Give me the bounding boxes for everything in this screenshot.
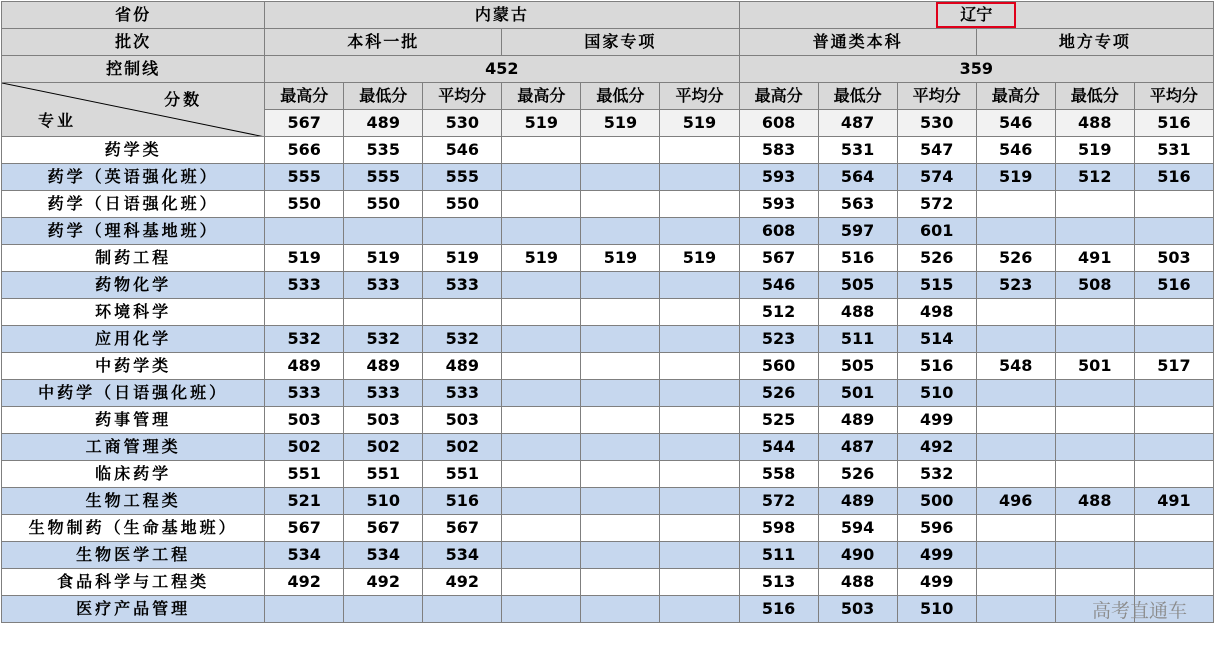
score-cell: 489 <box>265 353 344 380</box>
score-cell: 511 <box>818 326 897 353</box>
score-cell <box>581 407 660 434</box>
score-cell <box>502 434 581 461</box>
table-row <box>2 218 1214 245</box>
score-cell <box>1055 380 1134 407</box>
score-cell: 492 <box>897 434 976 461</box>
score-cell: 551 <box>265 461 344 488</box>
score-cell: 532 <box>897 461 976 488</box>
score-cell <box>1134 434 1213 461</box>
score-cell: 534 <box>265 542 344 569</box>
score-cell: 492 <box>423 569 502 596</box>
score-cell <box>1055 218 1134 245</box>
score-cell <box>423 299 502 326</box>
summary-value-cell: 530 <box>897 110 976 137</box>
major-name-cell: 药事管理 <box>2 407 265 434</box>
major-name-cell: 药物化学 <box>2 272 265 299</box>
score-cell: 572 <box>897 191 976 218</box>
score-cell: 516 <box>739 596 818 623</box>
table-row <box>2 245 1214 272</box>
score-cell: 519 <box>660 245 739 272</box>
score-cell: 510 <box>897 380 976 407</box>
score-cell <box>581 488 660 515</box>
score-cell <box>660 596 739 623</box>
score-cell: 546 <box>976 137 1055 164</box>
score-cell <box>976 218 1055 245</box>
score-cell: 533 <box>423 272 502 299</box>
score-cell: 558 <box>739 461 818 488</box>
score-cell: 515 <box>897 272 976 299</box>
score-cell: 489 <box>344 353 423 380</box>
score-cell <box>1134 542 1213 569</box>
score-cell <box>976 326 1055 353</box>
score-cell: 555 <box>423 164 502 191</box>
score-cell: 488 <box>818 569 897 596</box>
major-name-cell: 生物医学工程 <box>2 542 265 569</box>
score-cell: 532 <box>344 326 423 353</box>
major-name-cell: 中药学类 <box>2 353 265 380</box>
score-cell: 608 <box>739 218 818 245</box>
score-cell: 501 <box>1055 353 1134 380</box>
major-name-cell: 临床药学 <box>2 461 265 488</box>
table-row <box>2 461 1214 488</box>
score-cell: 525 <box>739 407 818 434</box>
score-cell: 534 <box>344 542 423 569</box>
score-cell: 499 <box>897 542 976 569</box>
summary-value-cell: 487 <box>818 110 897 137</box>
score-cell: 487 <box>818 434 897 461</box>
score-cell <box>1134 380 1213 407</box>
score-cell <box>1134 407 1213 434</box>
score-cell: 583 <box>739 137 818 164</box>
score-cell: 526 <box>739 380 818 407</box>
score-cell: 511 <box>739 542 818 569</box>
diagonal-header-cell <box>2 83 265 137</box>
score-cell <box>502 218 581 245</box>
score-cell: 526 <box>818 461 897 488</box>
score-cell: 516 <box>1134 164 1213 191</box>
table-row <box>2 515 1214 542</box>
score-cell <box>344 596 423 623</box>
score-cell <box>1134 515 1213 542</box>
column-name-cell: 最高分 <box>502 83 581 110</box>
score-cell <box>976 299 1055 326</box>
score-cell: 516 <box>897 353 976 380</box>
score-cell: 516 <box>818 245 897 272</box>
score-cell <box>660 488 739 515</box>
score-cell: 501 <box>818 380 897 407</box>
score-cell: 513 <box>739 569 818 596</box>
score-cell <box>976 434 1055 461</box>
score-cell: 567 <box>265 515 344 542</box>
column-name-cell: 最高分 <box>976 83 1055 110</box>
score-cell: 492 <box>265 569 344 596</box>
score-cell: 519 <box>265 245 344 272</box>
column-name-cell: 平均分 <box>1134 83 1213 110</box>
table-row <box>2 299 1214 326</box>
batch-putong-benke: 普通类本科 <box>739 29 976 56</box>
score-cell <box>502 407 581 434</box>
score-cell: 550 <box>265 191 344 218</box>
score-cell: 516 <box>1134 272 1213 299</box>
score-cell <box>581 164 660 191</box>
score-cell: 505 <box>818 272 897 299</box>
score-cell <box>660 272 739 299</box>
score-cell: 597 <box>818 218 897 245</box>
table-row <box>2 191 1214 218</box>
major-name-cell: 生物工程类 <box>2 488 265 515</box>
score-cell <box>502 596 581 623</box>
score-cell: 555 <box>265 164 344 191</box>
summary-value-cell: 567 <box>265 110 344 137</box>
score-cell <box>581 353 660 380</box>
table-row <box>2 137 1214 164</box>
score-cell <box>1055 191 1134 218</box>
score-cell <box>265 218 344 245</box>
column-name-cell: 最高分 <box>265 83 344 110</box>
score-cell <box>660 164 739 191</box>
score-cell <box>976 542 1055 569</box>
score-cell: 491 <box>1134 488 1213 515</box>
score-cell <box>1134 326 1213 353</box>
score-cell: 547 <box>897 137 976 164</box>
major-name-cell: 应用化学 <box>2 326 265 353</box>
score-cell: 546 <box>739 272 818 299</box>
score-cell <box>502 542 581 569</box>
control-line-row <box>2 56 1214 83</box>
score-cell <box>660 515 739 542</box>
score-cell <box>581 326 660 353</box>
province-liaoning-highlight: 辽宁 <box>936 2 1016 28</box>
score-cell <box>502 488 581 515</box>
score-cell: 510 <box>344 488 423 515</box>
table-row <box>2 353 1214 380</box>
score-cell <box>581 542 660 569</box>
score-cell <box>976 461 1055 488</box>
summary-value-cell: 489 <box>344 110 423 137</box>
score-cell: 534 <box>423 542 502 569</box>
score-cell: 531 <box>1134 137 1213 164</box>
score-cell <box>581 191 660 218</box>
score-cell <box>581 272 660 299</box>
score-cell: 502 <box>265 434 344 461</box>
score-cell: 593 <box>739 164 818 191</box>
batch-label: 批次 <box>2 29 265 56</box>
score-cell: 551 <box>423 461 502 488</box>
score-cell <box>1055 542 1134 569</box>
score-cell: 489 <box>818 488 897 515</box>
score-cell <box>660 299 739 326</box>
score-cell <box>423 596 502 623</box>
score-cell: 488 <box>1055 488 1134 515</box>
score-cell <box>344 299 423 326</box>
score-cell: 548 <box>976 353 1055 380</box>
score-cell: 505 <box>818 353 897 380</box>
score-cell: 519 <box>581 245 660 272</box>
major-axis-label: 专业 <box>38 111 77 130</box>
score-cell: 533 <box>265 380 344 407</box>
score-table <box>1 1 1214 623</box>
score-cell <box>502 380 581 407</box>
column-name-cell: 最低分 <box>581 83 660 110</box>
summary-value-cell: 530 <box>423 110 502 137</box>
table-row <box>2 569 1214 596</box>
batch-difang-zhuanxiang: 地方专项 <box>976 29 1213 56</box>
table-row <box>2 407 1214 434</box>
score-cell <box>660 326 739 353</box>
score-cell <box>581 218 660 245</box>
score-cell: 601 <box>897 218 976 245</box>
major-name-cell: 生物制药（生命基地班） <box>2 515 265 542</box>
score-cell <box>660 434 739 461</box>
score-cell: 516 <box>423 488 502 515</box>
table-row <box>2 596 1214 623</box>
score-cell <box>660 542 739 569</box>
score-cell <box>502 353 581 380</box>
score-cell <box>1055 515 1134 542</box>
score-cell: 490 <box>818 542 897 569</box>
table-row <box>2 164 1214 191</box>
score-cell: 566 <box>265 137 344 164</box>
column-name-cell: 最低分 <box>1055 83 1134 110</box>
score-cell <box>660 137 739 164</box>
province-row <box>2 2 1214 29</box>
score-cell: 533 <box>344 380 423 407</box>
score-cell <box>660 461 739 488</box>
score-cell: 502 <box>344 434 423 461</box>
score-cell <box>1134 191 1213 218</box>
table-row <box>2 380 1214 407</box>
major-name-cell: 中药学（日语强化班） <box>2 380 265 407</box>
score-cell <box>976 515 1055 542</box>
score-cell <box>581 299 660 326</box>
score-cell: 503 <box>818 596 897 623</box>
score-cell <box>660 218 739 245</box>
score-cell: 496 <box>976 488 1055 515</box>
score-cell <box>660 380 739 407</box>
score-cell: 517 <box>1134 353 1213 380</box>
summary-value-cell: 519 <box>581 110 660 137</box>
score-cell <box>976 596 1055 623</box>
column-name-cell: 最低分 <box>344 83 423 110</box>
score-cell <box>344 218 423 245</box>
score-cell <box>976 191 1055 218</box>
score-cell: 567 <box>739 245 818 272</box>
major-name-cell: 药学（英语强化班） <box>2 164 265 191</box>
score-cell <box>265 596 344 623</box>
major-name-cell: 药学（日语强化班） <box>2 191 265 218</box>
control-line-label: 控制线 <box>2 56 265 83</box>
watermark-text: 高考直通车 <box>1091 600 1187 622</box>
province-inner-mongolia: 内蒙古 <box>265 2 739 29</box>
score-cell <box>502 461 581 488</box>
summary-value-cell: 546 <box>976 110 1055 137</box>
score-cell <box>423 218 502 245</box>
score-cell <box>1055 569 1134 596</box>
score-cell <box>1055 434 1134 461</box>
score-cell <box>1134 569 1213 596</box>
score-cell: 503 <box>423 407 502 434</box>
score-cell: 546 <box>423 137 502 164</box>
score-cell: 531 <box>818 137 897 164</box>
column-names-row <box>2 83 1214 110</box>
score-cell: 593 <box>739 191 818 218</box>
major-name-cell: 药学（理科基地班） <box>2 218 265 245</box>
score-cell <box>581 569 660 596</box>
major-name-cell: 环境科学 <box>2 299 265 326</box>
score-cell: 492 <box>344 569 423 596</box>
score-cell <box>502 569 581 596</box>
major-name-cell: 医疗产品管理 <box>2 596 265 623</box>
score-cell <box>976 380 1055 407</box>
score-cell: 598 <box>739 515 818 542</box>
batch-benke-yipi: 本科一批 <box>265 29 502 56</box>
score-cell <box>660 191 739 218</box>
score-cell: 500 <box>897 488 976 515</box>
score-cell: 523 <box>976 272 1055 299</box>
score-cell: 488 <box>818 299 897 326</box>
column-name-cell: 最高分 <box>739 83 818 110</box>
score-cell: 594 <box>818 515 897 542</box>
summary-value-cell: 608 <box>739 110 818 137</box>
score-cell: 596 <box>897 515 976 542</box>
score-cell: 521 <box>265 488 344 515</box>
score-cell <box>581 380 660 407</box>
column-name-cell: 平均分 <box>897 83 976 110</box>
score-cell: 526 <box>976 245 1055 272</box>
table-row <box>2 272 1214 299</box>
score-cell <box>1055 461 1134 488</box>
major-name-cell: 食品科学与工程类 <box>2 569 265 596</box>
column-name-cell: 最低分 <box>818 83 897 110</box>
score-cell: 574 <box>897 164 976 191</box>
score-cell: 526 <box>897 245 976 272</box>
score-cell: 564 <box>818 164 897 191</box>
summary-value-cell: 516 <box>1134 110 1213 137</box>
score-cell <box>581 515 660 542</box>
score-cell <box>581 434 660 461</box>
score-cell <box>581 596 660 623</box>
table-row <box>2 542 1214 569</box>
score-cell: 533 <box>265 272 344 299</box>
score-axis-label: 分数 <box>164 90 203 109</box>
batch-row <box>2 29 1214 56</box>
table-row <box>2 434 1214 461</box>
column-name-cell: 平均分 <box>423 83 502 110</box>
score-cell: 550 <box>344 191 423 218</box>
score-cell: 567 <box>423 515 502 542</box>
column-name-cell: 平均分 <box>660 83 739 110</box>
score-cell: 555 <box>344 164 423 191</box>
table-row <box>2 326 1214 353</box>
score-cell: 551 <box>344 461 423 488</box>
score-cell <box>502 299 581 326</box>
score-cell: 503 <box>1134 245 1213 272</box>
score-cell <box>976 569 1055 596</box>
score-cell: 489 <box>423 353 502 380</box>
score-cell <box>502 164 581 191</box>
score-cell: 523 <box>739 326 818 353</box>
score-cell: 519 <box>344 245 423 272</box>
major-name-cell: 药学类 <box>2 137 265 164</box>
score-cell: 510 <box>897 596 976 623</box>
score-cell <box>502 272 581 299</box>
score-cell: 535 <box>344 137 423 164</box>
score-cell <box>581 137 660 164</box>
score-cell <box>502 137 581 164</box>
batch-guojia-zhuanxiang: 国家专项 <box>502 29 739 56</box>
score-cell: 503 <box>344 407 423 434</box>
score-cell: 533 <box>344 272 423 299</box>
score-cell <box>581 461 660 488</box>
province-liaoning-cell <box>739 2 1213 29</box>
province-label: 省份 <box>2 2 265 29</box>
score-cell <box>660 353 739 380</box>
summary-value-cell: 519 <box>660 110 739 137</box>
score-cell: 512 <box>739 299 818 326</box>
score-cell: 489 <box>818 407 897 434</box>
major-name-cell: 工商管理类 <box>2 434 265 461</box>
score-cell <box>660 569 739 596</box>
score-cell: 550 <box>423 191 502 218</box>
score-cell: 512 <box>1055 164 1134 191</box>
score-cell: 532 <box>423 326 502 353</box>
score-cell: 567 <box>344 515 423 542</box>
score-cell: 563 <box>818 191 897 218</box>
score-cell <box>502 515 581 542</box>
score-cell <box>1055 299 1134 326</box>
score-cell: 498 <box>897 299 976 326</box>
score-cell: 572 <box>739 488 818 515</box>
score-cell: 519 <box>502 245 581 272</box>
score-cell <box>1055 407 1134 434</box>
control-line-value-a: 452 <box>265 56 739 83</box>
table-row <box>2 488 1214 515</box>
summary-value-cell: 519 <box>502 110 581 137</box>
score-cell <box>1134 299 1213 326</box>
summary-value-cell: 488 <box>1055 110 1134 137</box>
score-cell <box>660 407 739 434</box>
score-cell <box>1134 461 1213 488</box>
score-cell: 508 <box>1055 272 1134 299</box>
score-cell <box>1134 218 1213 245</box>
score-cell: 491 <box>1055 245 1134 272</box>
score-cell: 514 <box>897 326 976 353</box>
score-cell: 502 <box>423 434 502 461</box>
score-cell: 532 <box>265 326 344 353</box>
score-cell: 499 <box>897 407 976 434</box>
score-cell <box>265 299 344 326</box>
score-cell: 519 <box>1055 137 1134 164</box>
score-cell: 503 <box>265 407 344 434</box>
score-cell <box>502 191 581 218</box>
score-cell <box>976 407 1055 434</box>
score-cell: 533 <box>423 380 502 407</box>
major-name-cell: 制药工程 <box>2 245 265 272</box>
score-cell: 519 <box>423 245 502 272</box>
score-cell: 560 <box>739 353 818 380</box>
control-line-value-b: 359 <box>739 56 1213 83</box>
score-cell <box>502 326 581 353</box>
score-cell: 544 <box>739 434 818 461</box>
score-cell: 499 <box>897 569 976 596</box>
score-cell <box>1055 326 1134 353</box>
score-cell: 519 <box>976 164 1055 191</box>
